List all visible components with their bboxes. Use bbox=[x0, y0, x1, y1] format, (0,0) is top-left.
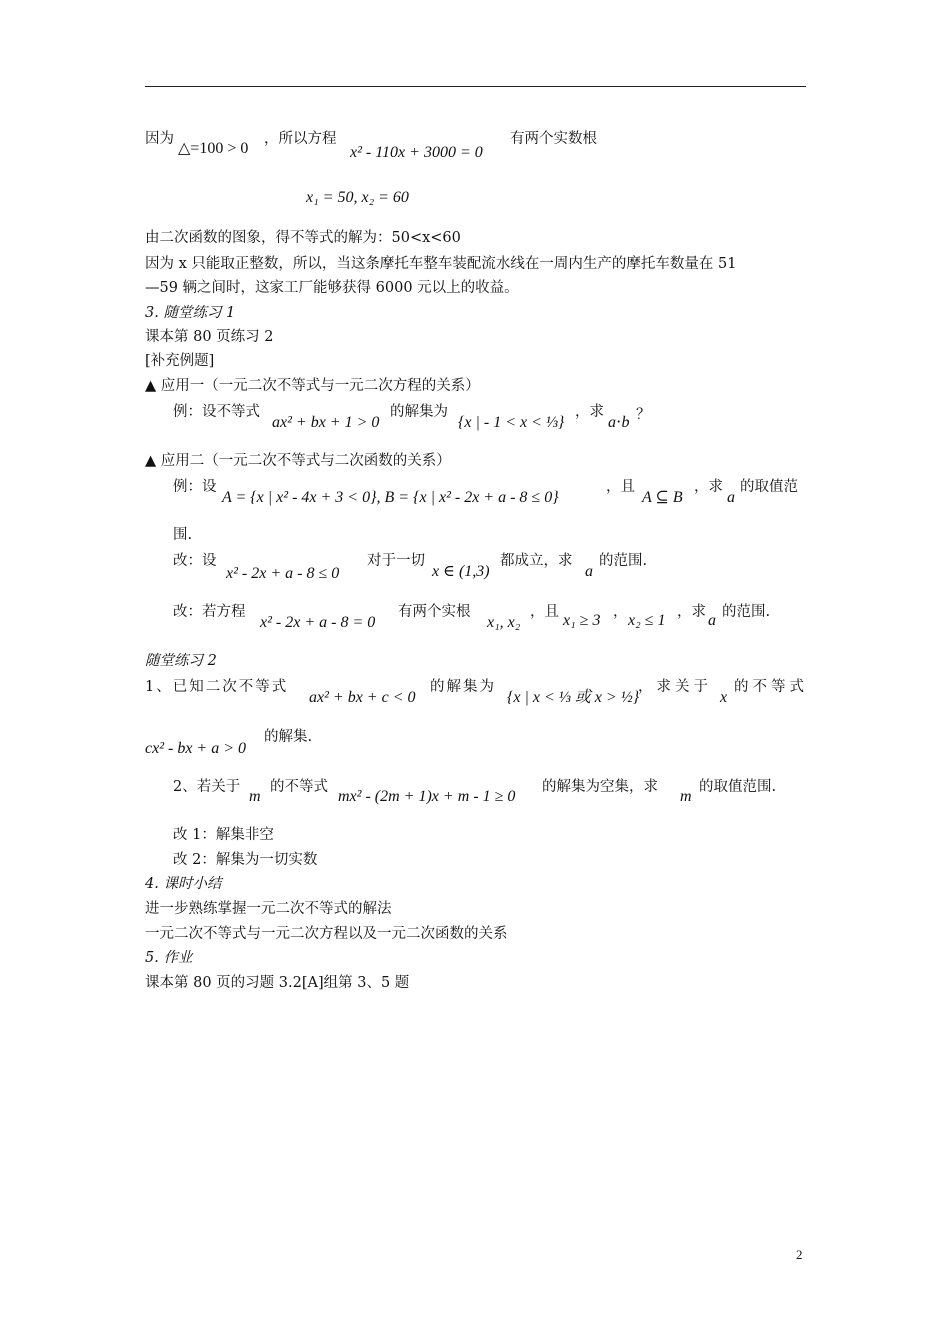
text-application-2: ▲ 应用二（一元二次不等式与二次函数的关系） bbox=[145, 453, 451, 469]
math-a-2: a bbox=[585, 563, 593, 580]
math-set-1: {x | - 1 < x < ⅓} bbox=[458, 414, 565, 431]
math-set-2: {x | x < ⅓ 或 x > ½} bbox=[507, 689, 640, 706]
math-subset: A ⊆ B bbox=[642, 489, 683, 506]
math-inequality-3: ax² + bx + c < 0 bbox=[309, 689, 416, 706]
math-sets-ab: A = {x | x² - 4x + 3 < 0}, B = {x | x² - 2x + a - 8 ≤ 0} bbox=[222, 489, 559, 506]
text-variant-let: 改：设 bbox=[173, 553, 217, 569]
math-ab: a⋅b bbox=[608, 414, 630, 431]
text-so-equation: ，所以方程 bbox=[264, 131, 337, 147]
math-equation-2: x² - 2x + a - 8 = 0 bbox=[260, 614, 376, 631]
text-homework: 课本第 80 页的习题 3.2[A]组第 3、5 题 bbox=[145, 975, 410, 991]
math-x2-le-1: x₂ ≤ 1 bbox=[628, 612, 666, 629]
text-holds: 都成立，求 bbox=[500, 553, 573, 569]
math-x: x bbox=[720, 689, 728, 706]
header-rule bbox=[145, 86, 806, 87]
text-inequality-word-2: 的不等式 bbox=[270, 779, 328, 795]
text-solution-set-3: 的解集. bbox=[264, 729, 313, 745]
text-variant-equation: 改：若方程 bbox=[173, 604, 246, 620]
math-equation: x² - 110x + 3000 = 0 bbox=[350, 144, 483, 161]
text-range-2: 的范围. bbox=[599, 553, 648, 569]
math-a: a bbox=[727, 489, 735, 506]
math-inequality-1: ax² + bx + 1 > 0 bbox=[272, 414, 380, 431]
text-find-3: ，求 bbox=[677, 604, 706, 620]
math-inequality-5: mx² - (2m + 1)x + m - 1 ≥ 0 bbox=[338, 788, 516, 805]
math-roots: x₁ = 50, x₂ = 60 bbox=[306, 189, 409, 206]
text-value-range: 的取值范 bbox=[740, 479, 798, 495]
text-two-roots: 有两个实数根 bbox=[510, 131, 597, 147]
text-integer-reason: 因为 x 只能取正整数，所以，当这条摩托车整车装配流水线在一周内生产的摩托车数量在 51 bbox=[145, 256, 737, 272]
math-x1-ge-3: x₁ ≥ 3 bbox=[563, 612, 601, 629]
text-problem-2: 2、若关于 bbox=[173, 779, 241, 795]
text-for-all: 对于一切 bbox=[367, 553, 425, 569]
text-variant-nonempty: 改 1：解集非空 bbox=[173, 827, 274, 843]
text-problem-1: 1、已知二次不等式 bbox=[145, 679, 289, 695]
text-and-2: ，且 bbox=[530, 604, 559, 620]
math-m-2: m bbox=[680, 788, 692, 805]
text-summary-2: 一元二次不等式与一元二次方程以及一元二次函数的关系 bbox=[145, 926, 508, 942]
text-about: ，求关于 bbox=[638, 679, 712, 695]
math-interval: x ∈ (1,3) bbox=[432, 563, 490, 580]
heading-practice-1: 3. 随堂练习 1 bbox=[145, 305, 236, 321]
text-solution-set-2: 的解集为 bbox=[430, 679, 496, 695]
text-application-1: ▲ 应用一（一元二次不等式与一元二次方程的关系） bbox=[145, 378, 480, 394]
text-range-3: 的范围. bbox=[722, 604, 771, 620]
text-two-real-roots: 有两个实根 bbox=[398, 604, 471, 620]
text-range-conclusion: —59 辆之间时，这家工厂能够获得 6000 元以上的收益。 bbox=[145, 280, 519, 296]
text-range-end: 围. bbox=[173, 527, 193, 543]
text-comma: ， bbox=[613, 604, 628, 620]
heading-practice-2: 随堂练习 2 bbox=[145, 653, 217, 669]
math-m: m bbox=[249, 788, 261, 805]
text-question-mark: ？ bbox=[636, 407, 651, 423]
page-number: 2 bbox=[796, 1247, 803, 1262]
math-a-3: a bbox=[708, 612, 716, 629]
text-summary-1: 进一步熟练掌握一元二次不等式的解法 bbox=[145, 901, 392, 917]
text-find-2: ，求 bbox=[694, 479, 723, 495]
heading-summary: 4. 课时小结 bbox=[145, 876, 222, 892]
text-value-range-2: 的取值范围. bbox=[699, 779, 777, 795]
text-example-let-2: 例：设 bbox=[173, 479, 217, 495]
text-find: ，求 bbox=[575, 404, 604, 420]
math-discriminant: △=100 > 0 bbox=[178, 140, 249, 157]
text-supplement-examples: [补充例题] bbox=[145, 353, 215, 369]
text-inequality-word: 的不等式 bbox=[734, 679, 808, 695]
text-textbook-exercise: 课本第 80 页练习 2 bbox=[145, 329, 274, 345]
heading-homework: 5. 作业 bbox=[145, 950, 193, 966]
math-x1-x2: x₁, x₂ bbox=[487, 614, 521, 631]
text-because: 因为 bbox=[145, 131, 174, 147]
text-empty-set: 的解集为空集，求 bbox=[542, 779, 658, 795]
math-inequality-2: x² - 2x + a - 8 ≤ 0 bbox=[226, 565, 340, 582]
text-variant-all-reals: 改 2：解集为一切实数 bbox=[173, 852, 318, 868]
math-inequality-4: cx² - bx + a > 0 bbox=[145, 740, 247, 757]
text-solution: 由二次函数的图象，得不等式的解为：50<x<60 bbox=[145, 230, 461, 246]
text-example-let: 例：设不等式 bbox=[173, 404, 260, 420]
text-and: ，且 bbox=[606, 479, 635, 495]
text-solution-set: 的解集为 bbox=[390, 404, 448, 420]
